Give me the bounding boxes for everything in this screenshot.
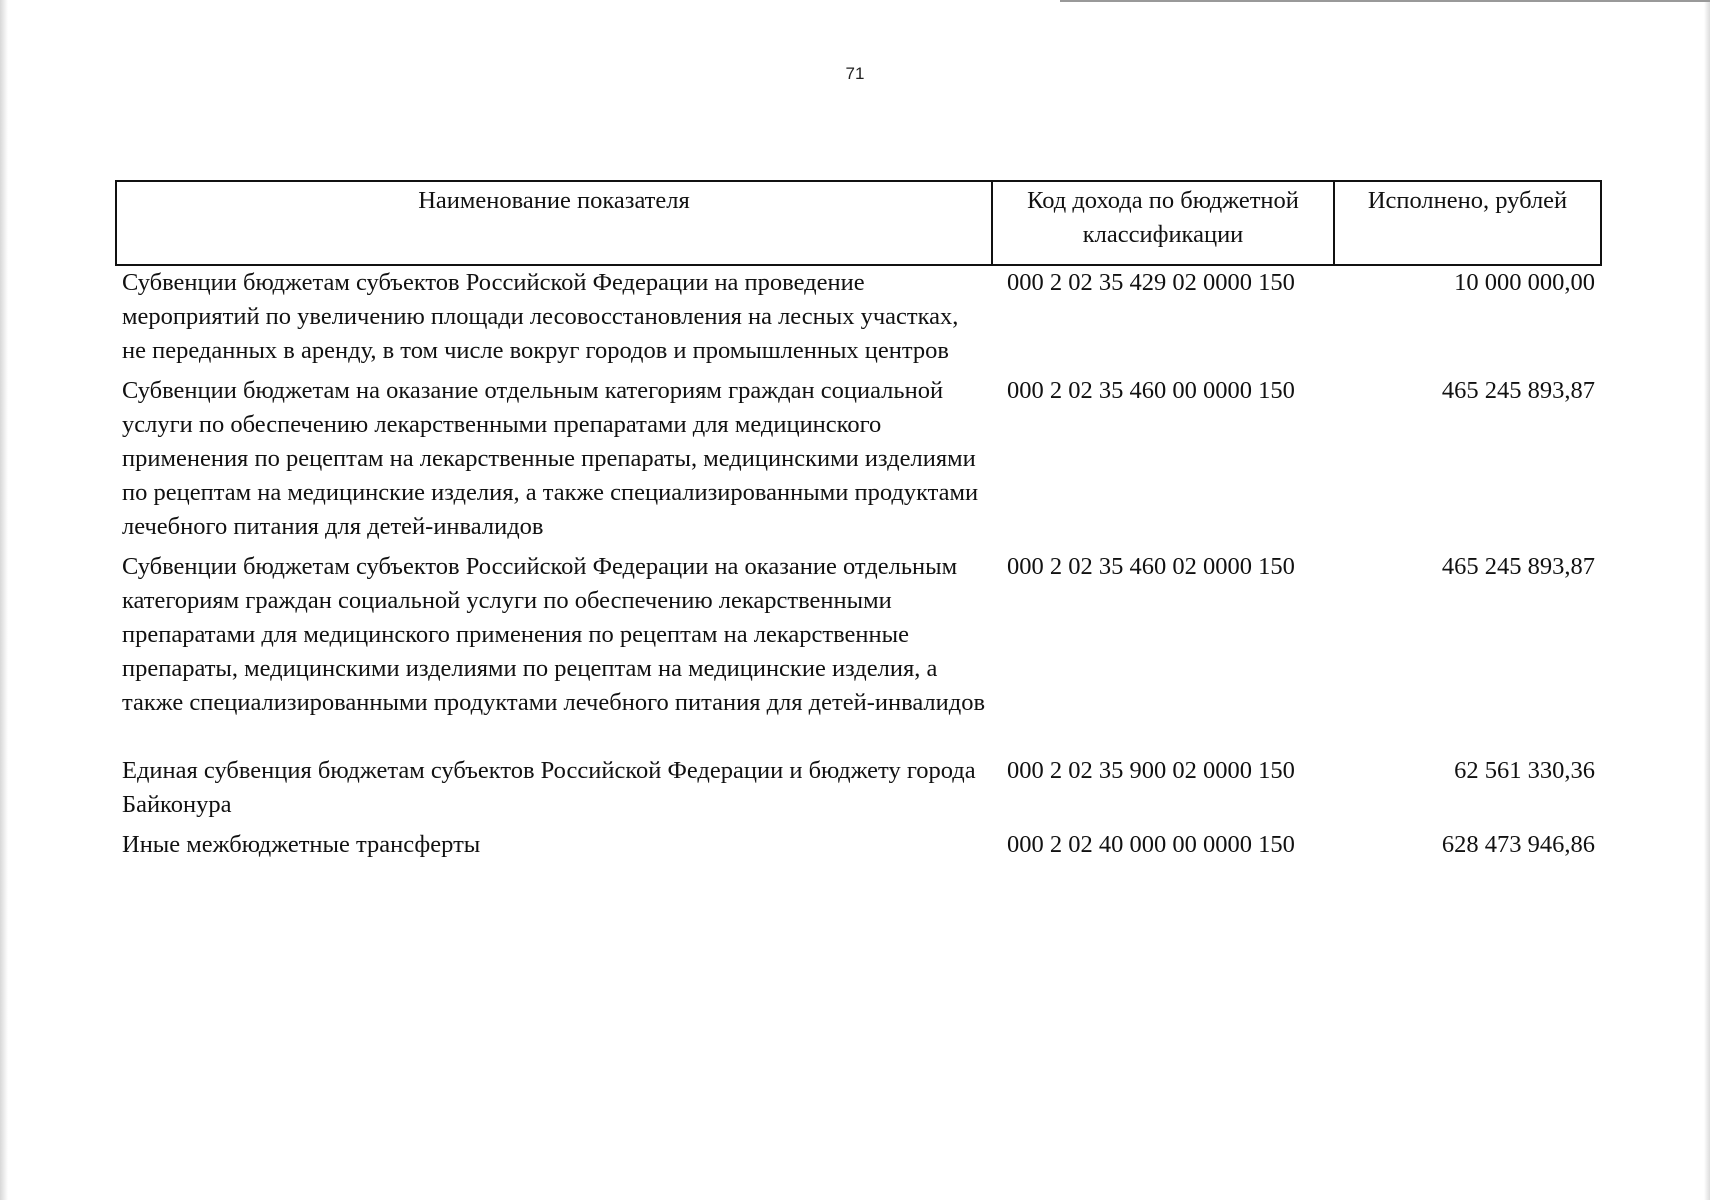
header-row <box>116 181 1601 265</box>
row-code: 000 2 02 35 460 00 0000 150 <box>1007 377 1295 404</box>
table-row <box>116 550 1601 754</box>
row-amount: 465 245 893,87 <box>1441 553 1595 580</box>
table-row <box>116 754 1601 828</box>
table-row <box>116 828 1601 868</box>
row-amount: 628 473 946,86 <box>1441 831 1595 858</box>
row-code: 000 2 02 35 429 02 0000 150 <box>1007 269 1295 296</box>
row-code: 000 2 02 35 460 02 0000 150 <box>1007 553 1295 580</box>
table-row <box>116 265 1601 374</box>
scan-left-edge <box>0 0 8 1200</box>
row-amount: 10 000 000,00 <box>1454 269 1595 296</box>
row-name: Единая субвенция бюджетам субъектов Российской Федерации и бюджету города Байконура <box>122 757 976 818</box>
row-amount: 62 561 330,36 <box>1454 757 1595 784</box>
page-number: 71 <box>845 64 865 83</box>
row-name: Субвенции бюджетам на оказание отдельным категориям граждан социальной услуги по обеспечению лекарственными препаратами для медицинского применения по рецептам на лекарственные препараты, медицинскими изделиями по рецептам на медицинские изделия, а также специализированными продуктами лечебного питания для детей-инвалидов <box>122 377 979 540</box>
table-header <box>116 181 1601 265</box>
row-amount: 465 245 893,87 <box>1441 377 1595 404</box>
top-rule <box>1060 0 1710 2</box>
header-name: Наименование показателя <box>116 181 992 265</box>
row-code: 000 2 02 35 900 02 0000 150 <box>1007 757 1295 784</box>
header-code: Код дохода по бюджетной классификации <box>992 181 1334 265</box>
table-row <box>116 374 1601 550</box>
table-body <box>116 265 1601 868</box>
header-amount: Исполнено, рублей <box>1334 181 1601 265</box>
row-code: 000 2 02 40 000 00 0000 150 <box>1007 831 1295 858</box>
row-name: Субвенции бюджетам субъектов Российской Федерации на проведение мероприятий по увеличению площади лесовосстановления на лесных участках, не переданных в аренду, в том числе вокруг городов и промышленных центров <box>122 269 959 364</box>
revenue-table <box>115 180 1602 868</box>
scan-right-edge <box>1704 0 1710 1200</box>
row-name: Субвенции бюджетам субъектов Российской Федерации на оказание отдельным категориям граждан социальной услуги по обеспечению лекарственными препаратами для медицинского применения по рецептам на лекарственные препараты, медицинскими изделиями по рецептам на медицинские изделия, а также специализированными продуктами лечебного питания для детей-инвалидов <box>122 553 986 716</box>
row-name: Иные межбюджетные трансферты <box>122 831 481 858</box>
